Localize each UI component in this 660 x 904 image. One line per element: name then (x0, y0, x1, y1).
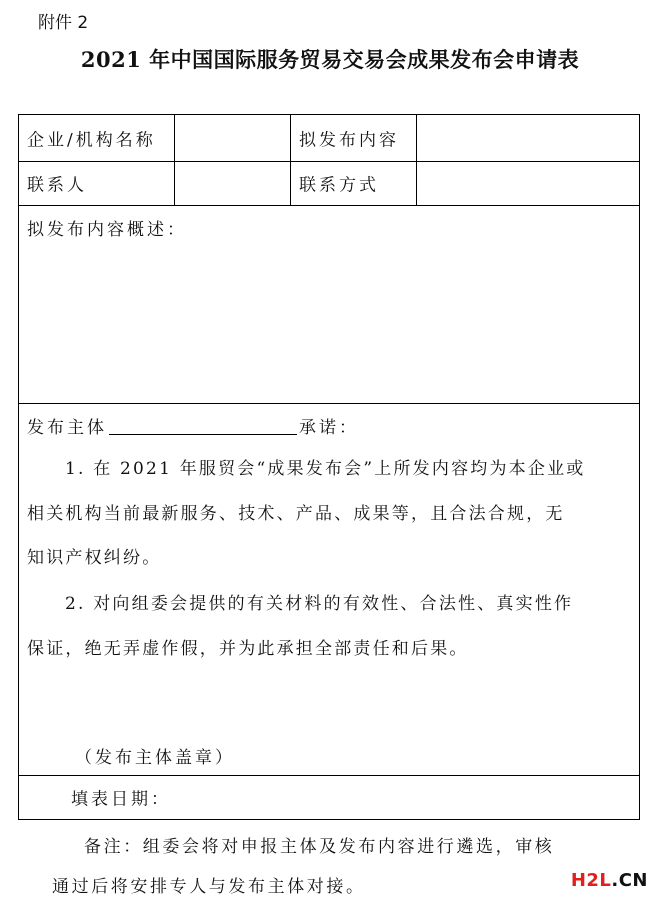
pledge-line: 1. 在 2021 年服贸会“成果发布会”上所发内容均为本企业或 (65, 459, 586, 479)
pledge-line: 保证，绝无弄虚作假，并为此承担全部责任和后果。 (27, 639, 469, 659)
pledge-line: 知识产权纠纷。 (27, 548, 162, 568)
table-row (19, 161, 639, 206)
fill-date-row[interactable] (19, 775, 639, 819)
watermark-logo (571, 870, 648, 891)
release-content-field[interactable] (417, 115, 639, 161)
watermark-part: H2L (570, 870, 612, 891)
fill-date-label: 填表日期： (71, 789, 171, 810)
pledge-line: 2. 对向组委会提供的有关材料的有效性、合法性、真实性作 (65, 594, 574, 614)
subject-blank-field[interactable] (109, 416, 297, 435)
table-row (19, 115, 639, 162)
release-content-label-cell (291, 115, 417, 161)
pledge-commit-label: 承诺： (299, 418, 359, 438)
contact-person-label: 联系人 (27, 175, 87, 196)
form-title: 2021 年中国国际服务贸易交易会成果发布会申请表 (80, 47, 580, 72)
seal-label: （发布主体盖章） (75, 748, 235, 768)
contact-person-label-cell (19, 161, 175, 205)
release-content-label: 拟发布内容 (299, 130, 399, 151)
watermark-part: .CN (611, 870, 648, 891)
pledge-line: 相关机构当前最新服务、技术、产品、成果等，且合法合规，无 (27, 504, 565, 524)
remark-line: 备注：组委会将对申报主体及发布内容进行遴选，审核 (84, 837, 555, 857)
remark-line: 通过后将安排专人与发布主体对接。 (52, 877, 366, 897)
attachment-label: 附件 2 (38, 13, 89, 33)
org-name-label-cell (19, 115, 175, 161)
org-name-label: 企业/机构名称 (27, 130, 156, 151)
contact-method-label: 联系方式 (299, 175, 379, 196)
contact-method-label-cell (291, 161, 417, 205)
application-form-table (18, 114, 640, 820)
pledge-heading (27, 413, 359, 438)
pledge-subject-label: 发布主体 (27, 418, 107, 438)
overview-label: 拟发布内容概述： (27, 220, 187, 240)
org-name-field[interactable] (175, 115, 291, 161)
overview-field[interactable] (19, 205, 639, 404)
pledge-section (19, 403, 639, 776)
contact-method-field[interactable] (417, 161, 639, 205)
contact-person-field[interactable] (175, 161, 291, 205)
